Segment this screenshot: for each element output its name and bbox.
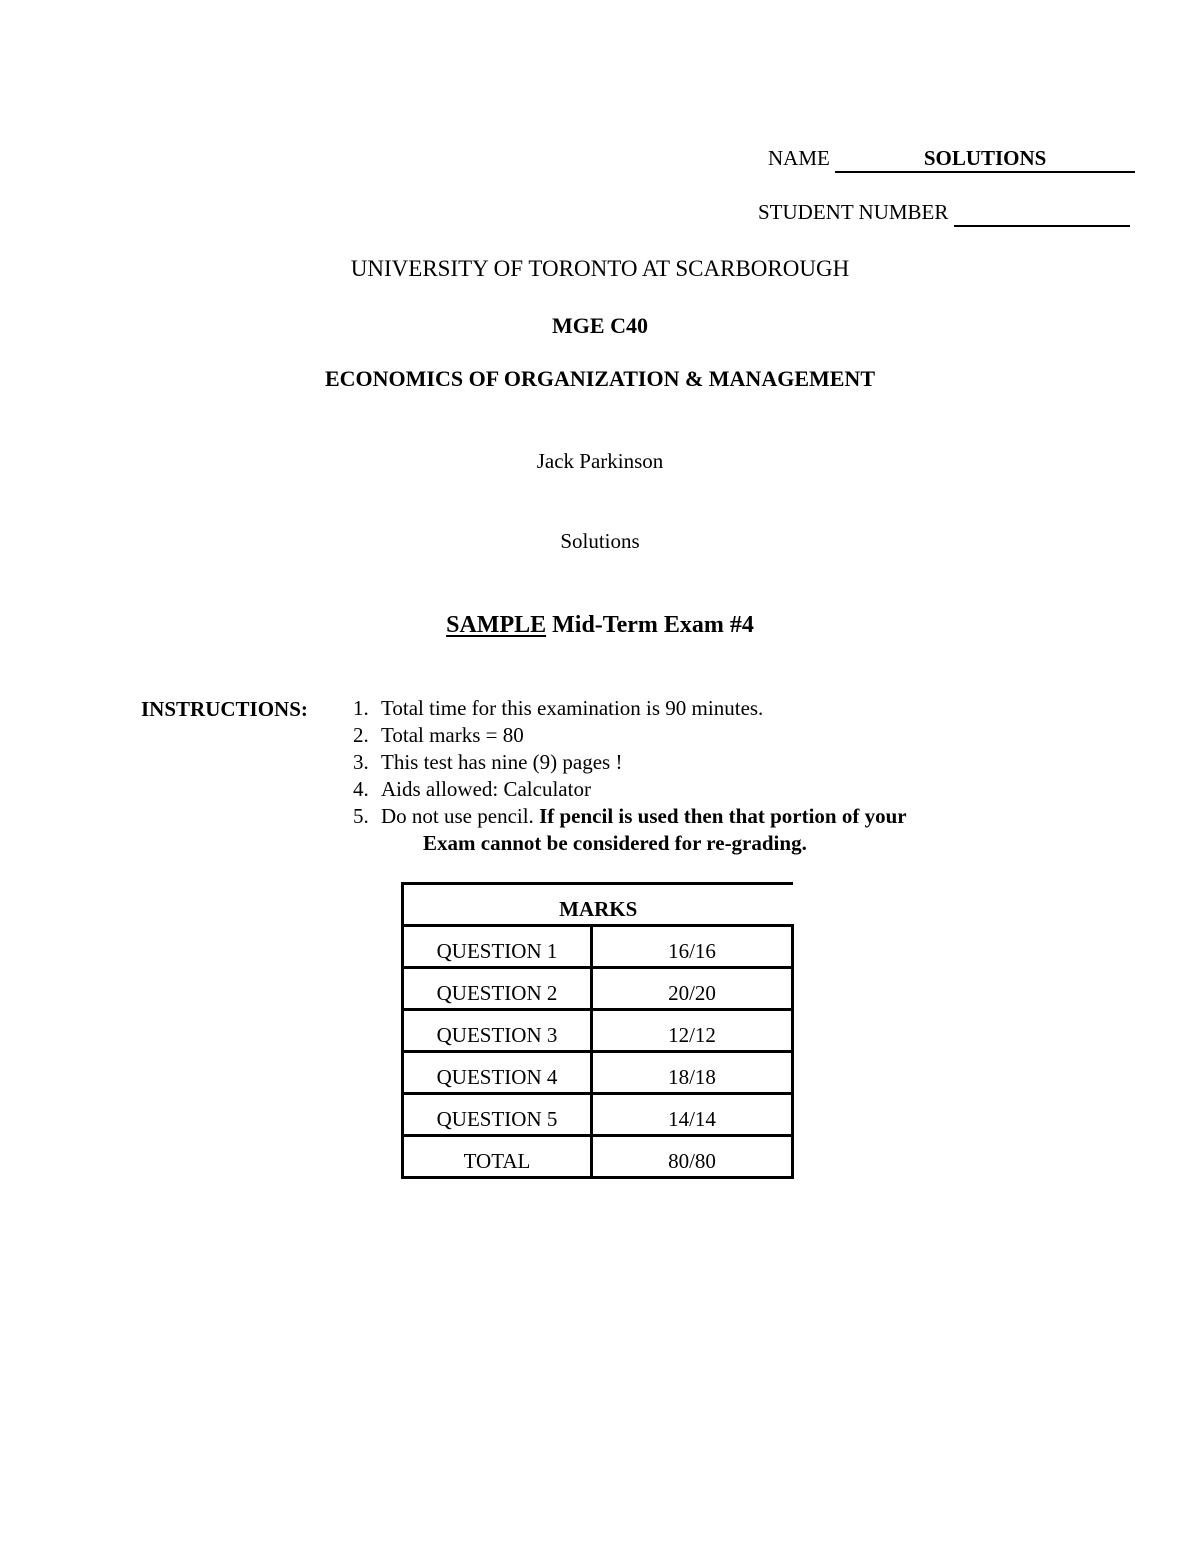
- instruction-item: 2. Total marks = 80: [353, 723, 524, 747]
- instructions-label: INSTRUCTIONS:: [141, 697, 308, 721]
- total-mark: 80/80: [592, 1136, 793, 1178]
- name-field: [768, 146, 1135, 173]
- exam-title: [0, 612, 1200, 639]
- exam-title-sample: SAMPLE: [446, 612, 547, 638]
- name-label: NAME: [768, 146, 830, 170]
- table-row: [403, 1136, 793, 1178]
- marks-table: [401, 882, 794, 1179]
- instruction-item: 3. This test has nine (9) pages !: [353, 750, 623, 774]
- student-number-value: [954, 200, 1130, 227]
- question-mark: 16/16: [592, 926, 793, 968]
- marks-header: MARKS: [403, 884, 793, 926]
- course-code: MGE C40: [552, 313, 648, 338]
- question-label: QUESTION 3: [403, 1010, 592, 1052]
- instructions-list: [353, 695, 907, 857]
- student-number-label: STUDENT NUMBER: [758, 200, 949, 224]
- question-mark: 14/14: [592, 1094, 793, 1136]
- name-value: SOLUTIONS: [835, 146, 1135, 173]
- question-mark: 20/20: [592, 968, 793, 1010]
- instructor-name: Jack Parkinson: [536, 449, 664, 473]
- question-label: QUESTION 2: [403, 968, 592, 1010]
- table-row: [403, 1010, 793, 1052]
- question-label: QUESTION 5: [403, 1094, 592, 1136]
- table-row: [403, 926, 793, 968]
- table-row: [403, 968, 793, 1010]
- instruction-item: 5. Do not use pencil. If pencil is used then that portion of your: [353, 804, 907, 828]
- university-title: UNIVERSITY OF TORONTO AT SCARBOROUGH: [350, 256, 850, 281]
- instruction-item: 4. Aids allowed: Calculator: [353, 777, 591, 801]
- subtitle: Solutions: [560, 529, 640, 553]
- exam-title-rest: Mid-Term Exam #4: [546, 612, 754, 638]
- instruction-item: 1. Total time for this examination is 90 minutes.: [353, 696, 764, 720]
- table-row: [403, 1052, 793, 1094]
- marks-header-row: [403, 884, 793, 926]
- question-mark: 18/18: [592, 1052, 793, 1094]
- instruction-continuation: Exam cannot be considered for re-grading.: [423, 831, 807, 855]
- question-mark: 12/12: [592, 1010, 793, 1052]
- table-row: [403, 1094, 793, 1136]
- question-label: QUESTION 4: [403, 1052, 592, 1094]
- question-label: QUESTION 1: [403, 926, 592, 968]
- student-number-field: [758, 200, 1130, 227]
- total-label: TOTAL: [403, 1136, 592, 1178]
- course-name: ECONOMICS OF ORGANIZATION & MANAGEMENT: [324, 366, 875, 391]
